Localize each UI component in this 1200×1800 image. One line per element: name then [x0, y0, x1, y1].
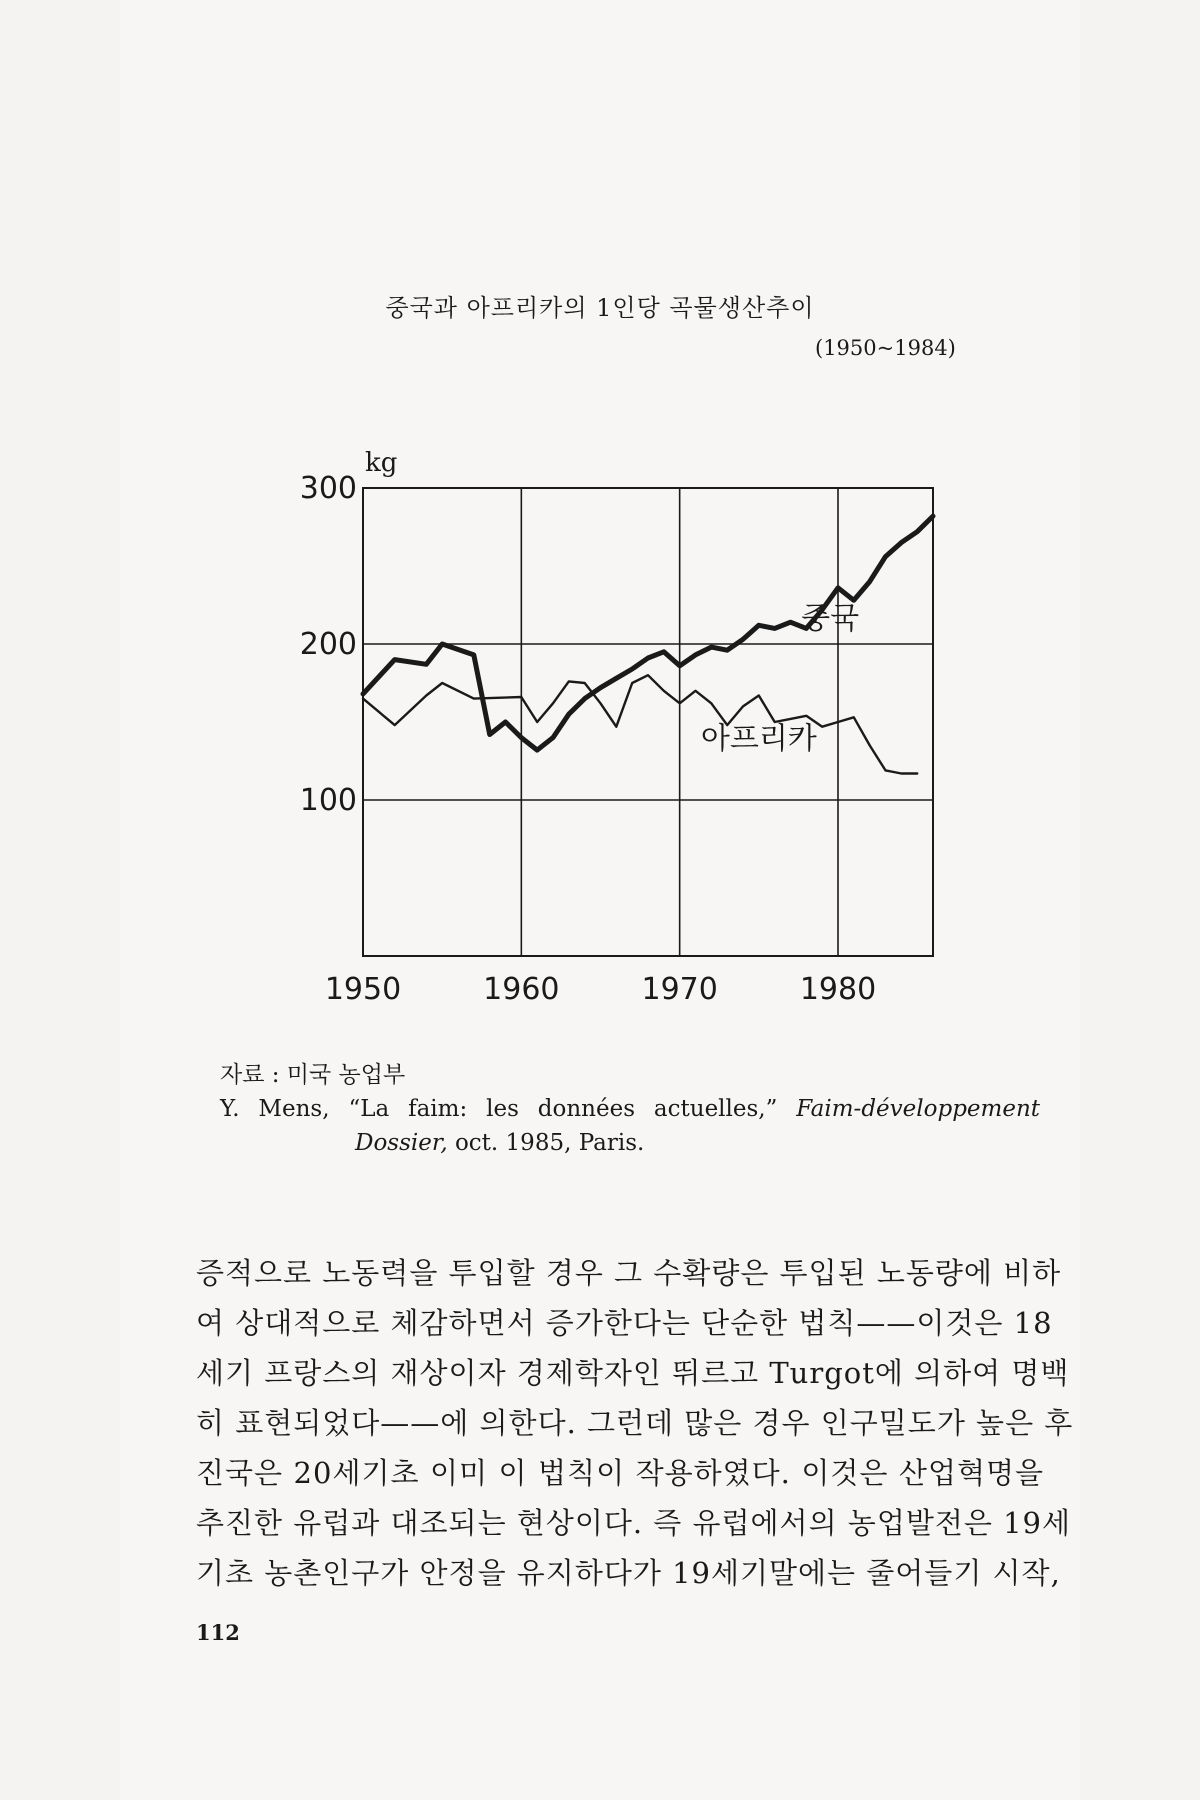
series-label-china: 중국: [801, 601, 860, 637]
series-label-africa: 아프리카: [700, 721, 817, 757]
chart-grid: [363, 488, 933, 956]
source-reference: [220, 1092, 1040, 1126]
x-tick-label: 1960: [483, 972, 560, 1000]
y-axis-label: kg: [365, 448, 398, 478]
y-tick-label: 300: [299, 471, 357, 506]
body-line: 추진한 유럽과 대조되는 현상이다. 즉 유럽에서의 농업발전은 19세: [196, 1506, 1072, 1540]
body-line: 진국은 20세기초 이미 이 법칙이 작용하였다. 이것은 산업혁명을: [196, 1456, 1044, 1490]
source-journal: Faim-développement: [796, 1096, 1041, 1122]
figure-source: [220, 1058, 1040, 1160]
source-author: Y. Mens,: [220, 1096, 330, 1122]
chart-title: 중국과 아프리카의 1인당 곡물생산추이: [385, 294, 815, 322]
source-reference-cont: [220, 1126, 1040, 1160]
plot-frame: [363, 488, 933, 956]
body-line: 기초 농촌인구가 안정을 유지하다가 19세기말에는 줄어들기 시작,: [196, 1556, 1061, 1590]
x-tick-label: 1980: [799, 972, 877, 1000]
x-tick-label: 1970: [641, 972, 718, 1000]
chart-labels: [300, 448, 876, 1000]
body-line: 증적으로 노동력을 투입할 경우 그 수확량은 투입된 노동량에 비하: [196, 1256, 1062, 1290]
body-line: 세기 프랑스의 재상이자 경제학자인 뛰르고 Turgot에 의하여 명백: [196, 1356, 1070, 1390]
body-line: 히 표현되었다——에 의한다. 그런데 많은 경우 인구밀도가 높은 후: [196, 1406, 1074, 1440]
series-line-africa: [363, 675, 917, 773]
source-journal-2: Dossier,: [355, 1130, 448, 1156]
body-paragraph: [196, 1248, 1074, 1598]
source-article: “La faim: les données actuelles,”: [348, 1096, 778, 1122]
chart-subtitle: (1950~1984): [815, 336, 956, 360]
y-tick-label: 200: [299, 627, 357, 662]
source-date-place: oct. 1985, Paris.: [454, 1130, 645, 1156]
chart-axes: [363, 488, 933, 956]
body-line: 여 상대적으로 체감하면서 증가한다는 단순한 법칙——이것은 18: [196, 1306, 1053, 1340]
x-tick-label: 1950: [324, 972, 402, 1000]
y-tick-label: 100: [299, 783, 357, 818]
page-number: 112: [196, 1620, 240, 1645]
source-label: 자료 : 미국 농업부: [220, 1062, 406, 1088]
